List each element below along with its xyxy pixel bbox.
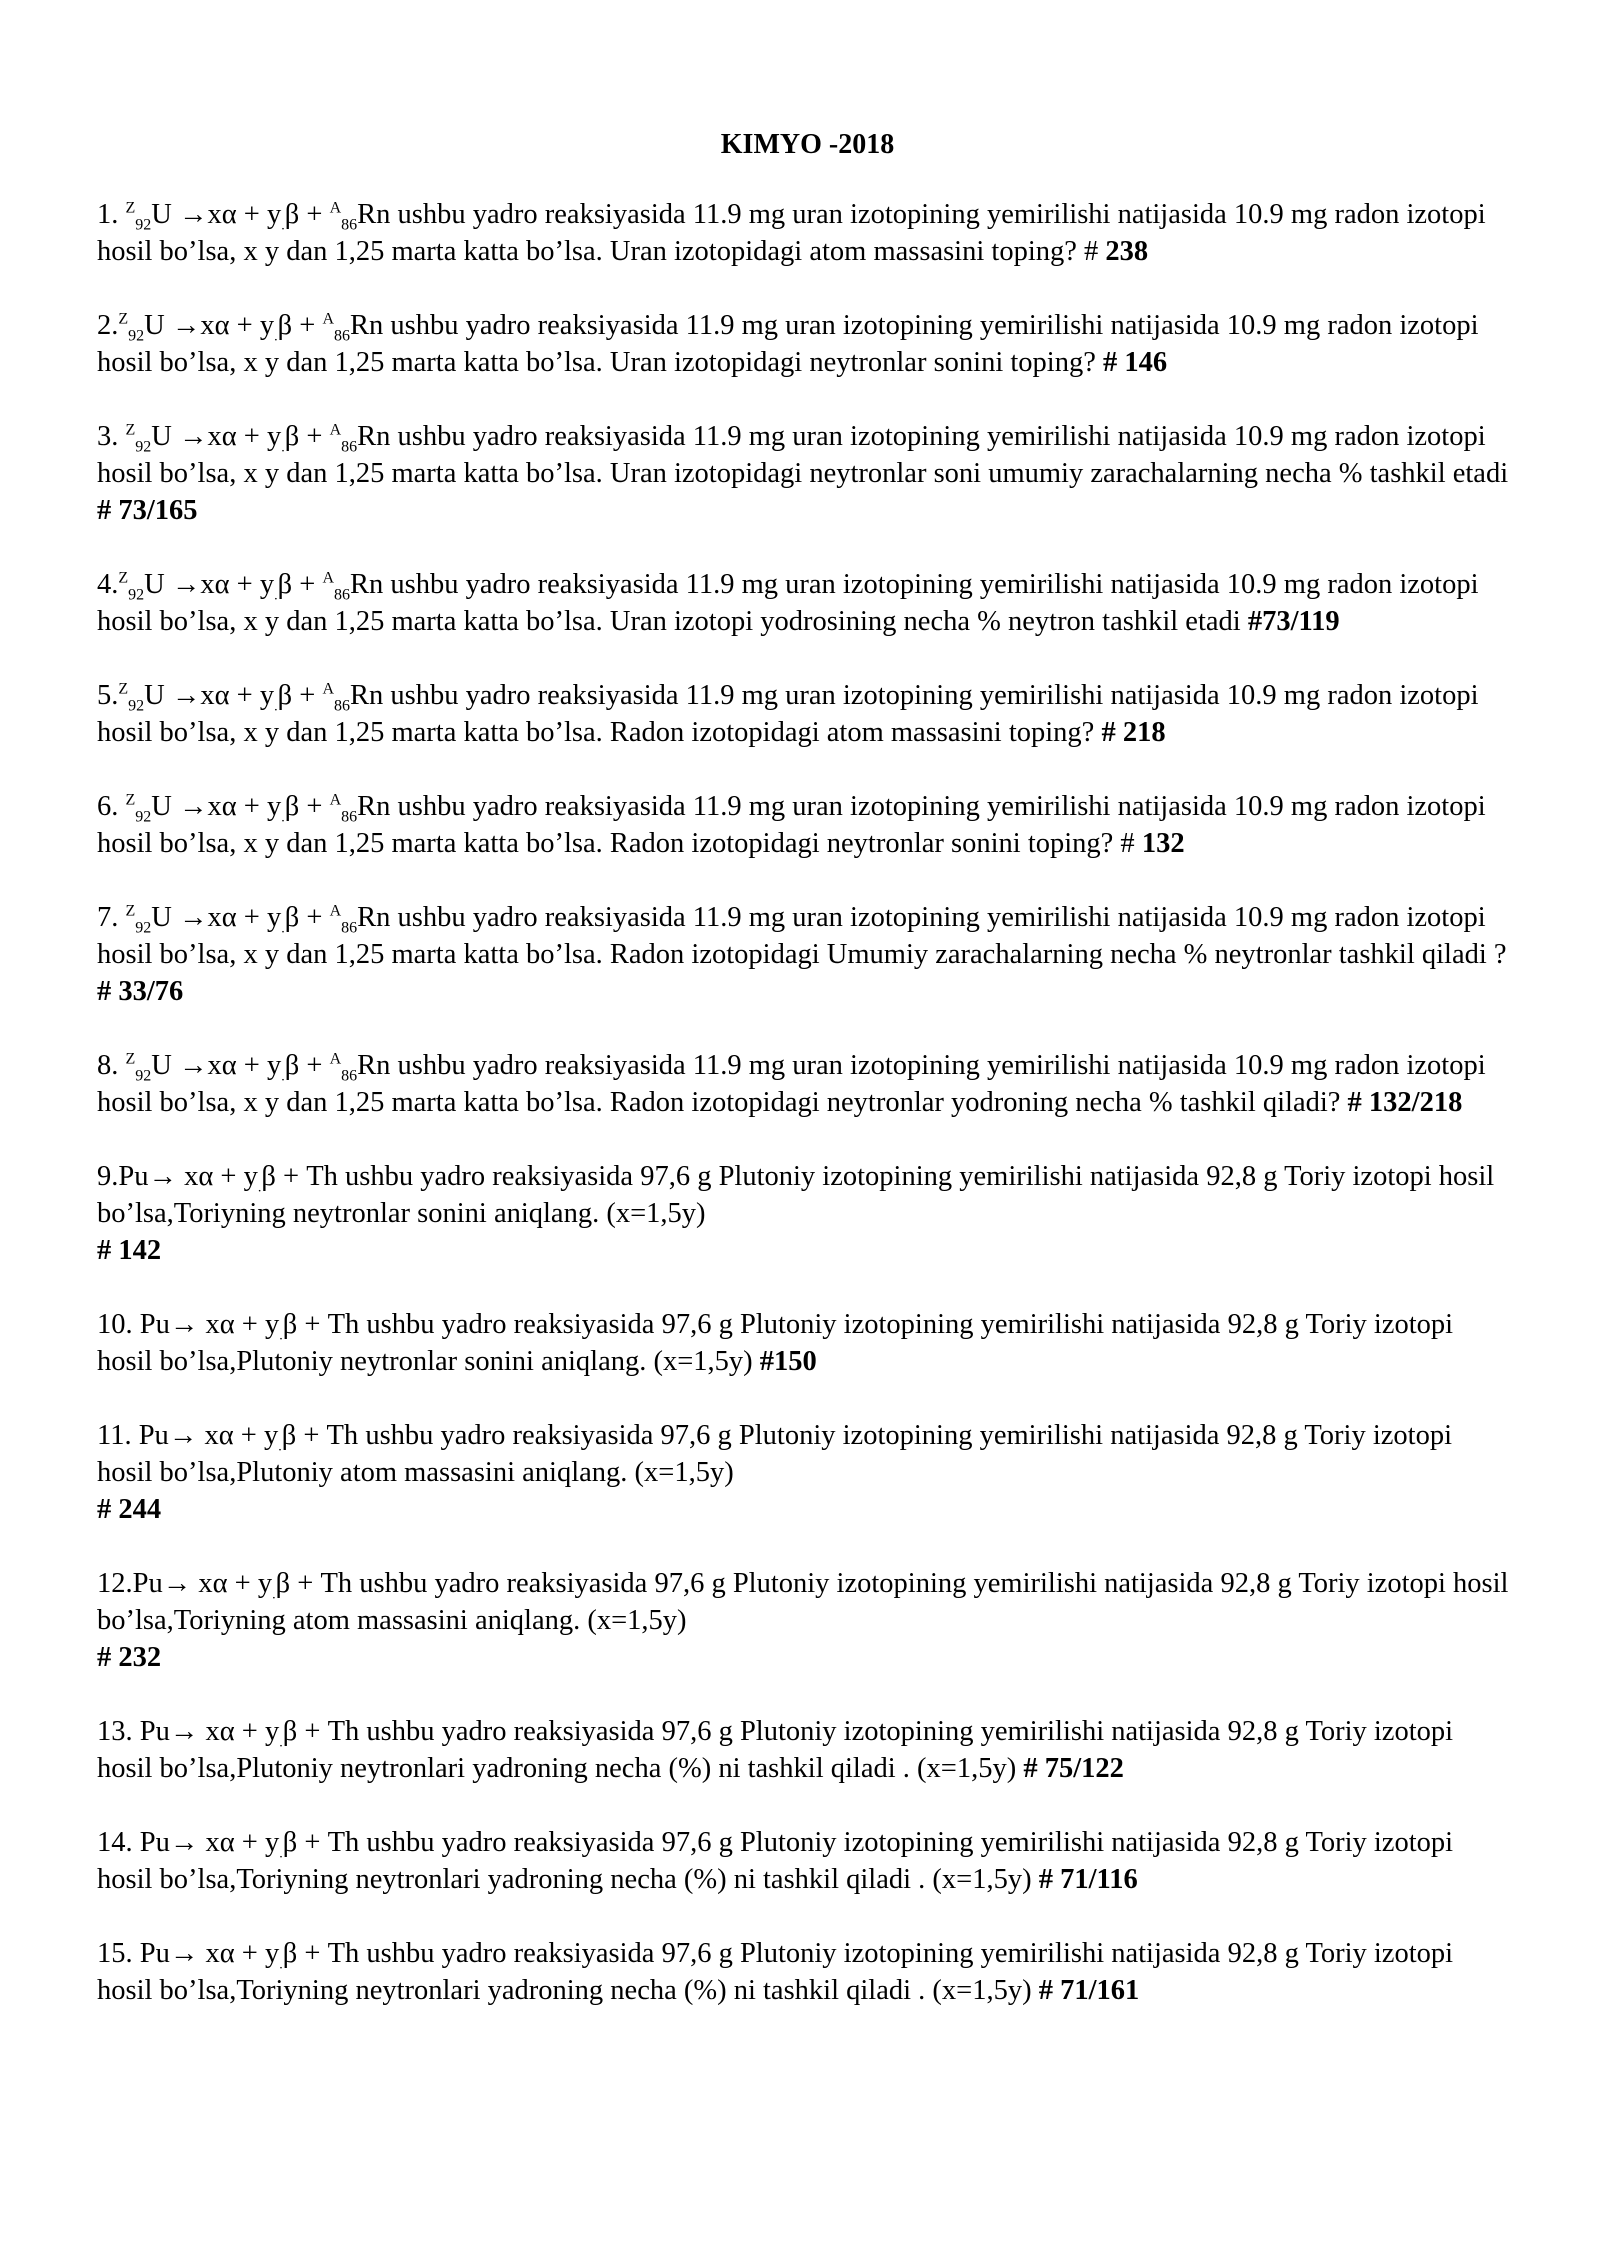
answer: # 142 <box>97 1235 162 1266</box>
atomic-number: 92 <box>128 697 145 715</box>
answer: #73/119 <box>1240 606 1340 637</box>
subscript-dot: . <box>279 1957 283 1973</box>
mass-number-symbol: Z <box>125 791 136 809</box>
reaction-beta: β + Th <box>282 1309 360 1340</box>
question-item <box>97 677 1510 751</box>
element-symbol: Rn <box>350 680 391 711</box>
mass-number-symbol: A <box>322 569 335 587</box>
reaction-arrow: → <box>179 199 208 230</box>
question-item <box>97 1158 1510 1269</box>
question-number: 8. <box>97 1050 126 1081</box>
element-symbol: Pu <box>139 1309 170 1340</box>
subscript-dot: . <box>279 1846 283 1862</box>
question-text: ushbu yadro reaksiyasida 11.9 mg uran izotopining yemirilishi natijasida 10.9 mg radon izotopi hosil bo’lsa, x y dan 1,25 marta katta bo’lsa. Uran izotopi yodrosining necha % neytron tashkil etadi <box>97 569 1479 637</box>
element-symbol: Rn <box>350 569 391 600</box>
question-text: ushbu yadro reaksiyasida 97,6 g Plutoniy izotopining yemirilishi natijasida 92,8 g Toriy izotopi hosil bo’lsa,Toriyning neytronlar sonini aniqlang. (x=1,5y) <box>97 1161 1495 1229</box>
atomic-number: 86 <box>334 697 351 715</box>
question-item <box>97 1417 1510 1528</box>
question-item <box>97 418 1510 529</box>
question-item <box>97 1935 1510 2009</box>
question-number: 11. <box>97 1420 139 1451</box>
page-title: KIMYO -2018 <box>720 129 895 160</box>
element-symbol: Rn <box>357 1050 398 1081</box>
reaction-beta: β + <box>277 680 323 711</box>
question-text: ushbu yadro reaksiyasida 97,6 g Plutoniy izotopining yemirilishi natijasida 92,8 g Toriy izotopi hosil bo’lsa,Toriyning neytronlari yadroning necha (%) ni tashkil qiladi . (x=1,5y) <box>97 1827 1454 1895</box>
reaction-arrow: → <box>179 421 208 452</box>
element-symbol: U <box>151 791 179 822</box>
reaction-beta: β + Th <box>281 1420 359 1451</box>
atomic-number: 92 <box>135 1067 152 1085</box>
mass-number-symbol: Z <box>125 199 136 217</box>
question-item <box>97 566 1510 640</box>
question-item <box>97 899 1510 1010</box>
question-number: 13. <box>97 1716 140 1747</box>
mass-number-symbol: A <box>322 680 335 698</box>
question-number: 7. <box>97 902 126 933</box>
answer: # 146 <box>1095 347 1168 378</box>
element-symbol: Rn <box>357 902 398 933</box>
reaction-beta: β + <box>284 791 330 822</box>
element-symbol: Pu <box>139 1827 170 1858</box>
mass-number-symbol: Z <box>118 310 129 328</box>
atomic-number: 92 <box>128 327 145 345</box>
reaction-arrow: → <box>162 1568 192 1599</box>
element-symbol: U <box>144 680 172 711</box>
element-symbol: U <box>151 199 179 230</box>
atomic-number: 92 <box>135 919 152 937</box>
question-item <box>97 1047 1510 1121</box>
reaction-arrow: → <box>171 310 201 341</box>
question-text: ushbu yadro reaksiyasida 97,6 g Plutoniy izotopining yemirilishi natijasida 92,8 g Toriy izotopi hosil bo’lsa,Toriyning atom massasini aniqlang. (x=1,5y) <box>97 1568 1509 1636</box>
question-text: ushbu yadro reaksiyasida 11.9 mg uran izotopining yemirilishi natijasida 10.9 mg radon izotopi hosil bo’lsa, x y dan 1,25 marta katta bo’lsa. Radon izotopidagi atom massasini toping? <box>97 680 1479 748</box>
reaction-particles: xα + y <box>207 1050 282 1081</box>
question-number: 12. <box>97 1568 133 1599</box>
subscript-dot: . <box>274 699 278 715</box>
atomic-number: 86 <box>334 586 351 604</box>
atomic-number: 92 <box>135 438 152 456</box>
mass-number-symbol: A <box>329 791 342 809</box>
question-item <box>97 307 1510 381</box>
reaction-particles: xα + y <box>198 1309 280 1340</box>
mass-number-symbol: A <box>329 902 342 920</box>
reaction-particles: xα + y <box>207 902 282 933</box>
reaction-beta: β + <box>284 199 330 230</box>
reaction-arrow: → <box>179 1050 208 1081</box>
element-symbol: Pu <box>118 1161 149 1192</box>
reaction-arrow: → <box>168 1420 198 1451</box>
atomic-number: 92 <box>135 216 152 234</box>
subscript-dot: . <box>281 921 285 937</box>
question-text: ushbu yadro reaksiyasida 97,6 g Plutoniy izotopining yemirilishi natijasida 92,8 g Toriy izotopi hosil bo’lsa,Plutoniy neytronlari yadroning necha (%) ni tashkil qiladi . (x=1,5y) <box>97 1716 1454 1784</box>
answer: # 244 <box>97 1494 162 1525</box>
reaction-beta: β + <box>277 569 323 600</box>
mass-number-symbol: A <box>329 1050 342 1068</box>
mass-number-symbol: A <box>322 310 335 328</box>
reaction-beta: β + Th <box>275 1568 353 1599</box>
subscript-dot: . <box>257 1180 262 1196</box>
atomic-number: 86 <box>341 438 358 456</box>
answer: # 132/218 <box>1340 1087 1463 1118</box>
reaction-arrow: → <box>169 1827 199 1858</box>
question-item <box>97 1824 1510 1898</box>
atomic-number: 86 <box>341 216 358 234</box>
answer: # 232 <box>97 1642 162 1673</box>
question-text: ushbu yadro reaksiyasida 11.9 mg uran izotopining yemirilishi natijasida 10.9 mg radon izotopi hosil bo’lsa, x y dan 1,25 marta katta bo’lsa. Uran izotopidagi atom massasini toping? # <box>97 199 1486 267</box>
reaction-particles: xα + y <box>191 1568 273 1599</box>
question-number: 9. <box>97 1161 119 1192</box>
reaction-particles: xα + y <box>207 199 282 230</box>
answer: # 73/165 <box>97 495 198 526</box>
subscript-dot: . <box>274 588 278 604</box>
atomic-number: 86 <box>341 1067 358 1085</box>
reaction-arrow: → <box>179 902 208 933</box>
element-symbol: U <box>144 310 172 341</box>
subscript-dot: . <box>274 329 278 345</box>
reaction-arrow: → <box>179 791 208 822</box>
element-symbol: Rn <box>357 199 398 230</box>
question-number: 5. <box>97 680 119 711</box>
reaction-particles: xα + y <box>207 791 282 822</box>
subscript-dot: . <box>272 1587 276 1603</box>
question-item <box>97 196 1510 270</box>
question-text: ushbu yadro reaksiyasida 11.9 mg uran izotopining yemirilishi natijasida 10.9 mg radon izotopi hosil bo’lsa, x y dan 1,25 marta katta bo’lsa. Radon izotopidagi neytronlar yodroning necha % tashkil qiladi? <box>97 1050 1486 1118</box>
element-symbol: U <box>151 1050 179 1081</box>
element-symbol: Pu <box>139 1716 170 1747</box>
element-symbol: U <box>144 569 172 600</box>
reaction-beta: β + Th <box>282 1938 360 1969</box>
reaction-arrow: → <box>171 680 201 711</box>
question-item <box>97 1306 1510 1380</box>
question-text: ushbu yadro reaksiyasida 11.9 mg uran izotopining yemirilishi natijasida 10.9 mg radon izotopi hosil bo’lsa, x y dan 1,25 marta katta bo’lsa. Uran izotopidagi neytronlar sonini toping? <box>97 310 1479 378</box>
subscript-dot: . <box>281 440 285 456</box>
reaction-beta: β + Th <box>282 1716 360 1747</box>
element-symbol: Pu <box>132 1568 163 1599</box>
atomic-number: 86 <box>341 919 358 937</box>
mass-number-symbol: Z <box>125 902 136 920</box>
subscript-dot: . <box>281 218 285 234</box>
element-symbol: U <box>151 902 179 933</box>
reaction-arrow: → <box>171 569 201 600</box>
question-item <box>97 1565 1510 1676</box>
question-number: 6. <box>97 791 126 822</box>
reaction-particles: xα + y <box>207 421 282 452</box>
reaction-beta: β + Th <box>282 1827 360 1858</box>
question-text: ushbu yadro reaksiyasida 11.9 mg uran izotopining yemirilishi natijasida 10.9 mg radon izotopi hosil bo’lsa, x y dan 1,25 marta katta bo’lsa. Uran izotopidagi neytronlar soni umumiy zarachalarning necha % tashkil etadi <box>97 421 1509 489</box>
element-symbol: Pu <box>138 1420 169 1451</box>
mass-number-symbol: A <box>329 199 342 217</box>
question-text: ushbu yadro reaksiyasida 97,6 g Plutoniy izotopining yemirilishi natijasida 92,8 g Toriy izotopi hosil bo’lsa,Plutoniy neytronlar sonini aniqlang. (x=1,5y) <box>97 1309 1454 1377</box>
mass-number-symbol: Z <box>125 1050 136 1068</box>
subscript-dot: . <box>279 1328 283 1344</box>
question-text: ushbu yadro reaksiyasida 11.9 mg uran izotopining yemirilishi natijasida 10.9 mg radon izotopi hosil bo’lsa, x y dan 1,25 marta katta bo’lsa. Radon izotopidagi neytronlar sonini toping? # <box>97 791 1486 859</box>
atomic-number: 86 <box>341 808 358 826</box>
question-text: ushbu yadro reaksiyasida 97,6 g Plutoniy izotopining yemirilishi natijasida 92,8 g Toriy izotopi hosil bo’lsa,Plutoniy atom massasini aniqlang. (x=1,5y) <box>97 1420 1453 1488</box>
reaction-beta: β + <box>277 310 323 341</box>
question-list <box>97 196 1510 2009</box>
answer: # 71/116 <box>1038 1864 1138 1895</box>
atomic-number: 86 <box>334 327 351 345</box>
question-text: ushbu yadro reaksiyasida 97,6 g Plutoniy izotopining yemirilishi natijasida 92,8 g Toriy izotopi hosil bo’lsa,Toriyning neytronlari yadroning necha (%) ni tashkil qiladi . (x=1,5y) <box>97 1938 1454 2006</box>
subscript-dot: . <box>281 1069 285 1085</box>
reaction-beta: β + Th <box>261 1161 338 1192</box>
subscript-dot: . <box>281 810 285 826</box>
reaction-particles: xα + y <box>197 1420 279 1451</box>
question-number: 4. <box>97 569 119 600</box>
answer: # 75/122 <box>1023 1753 1124 1784</box>
element-symbol: Pu <box>139 1938 170 1969</box>
question-number: 15. <box>97 1938 140 1969</box>
question-item <box>97 788 1510 862</box>
question-number: 1. <box>97 199 126 230</box>
element-symbol: U <box>151 421 179 452</box>
atomic-number: 92 <box>128 586 145 604</box>
question-number: 2. <box>97 310 119 341</box>
mass-number-symbol: A <box>329 421 342 439</box>
subscript-dot: . <box>278 1439 282 1455</box>
answer: #150 <box>759 1346 817 1377</box>
answer: 238 <box>1098 236 1149 267</box>
reaction-arrow: → <box>169 1716 199 1747</box>
answer: # 33/76 <box>97 976 184 1007</box>
reaction-particles: xα + y <box>200 569 275 600</box>
reaction-particles: xα + y <box>200 680 275 711</box>
atomic-number: 92 <box>135 808 152 826</box>
reaction-particles: xα + y <box>200 310 275 341</box>
question-number: 10. <box>97 1309 140 1340</box>
reaction-arrow: → <box>169 1938 199 1969</box>
reaction-beta: β + <box>284 421 330 452</box>
answer: # 218 <box>1094 717 1166 748</box>
question-number: 3. <box>97 421 126 452</box>
answer: 132 <box>1134 828 1185 859</box>
reaction-arrow: → <box>169 1309 199 1340</box>
subscript-dot: . <box>279 1735 283 1751</box>
element-symbol: Rn <box>357 421 398 452</box>
reaction-beta: β + <box>284 1050 330 1081</box>
reaction-particles: xα + y <box>198 1938 280 1969</box>
element-symbol: Rn <box>357 791 398 822</box>
reaction-beta: β + <box>284 902 330 933</box>
mass-number-symbol: Z <box>118 569 129 587</box>
question-item <box>97 1713 1510 1787</box>
mass-number-symbol: Z <box>118 680 129 698</box>
reaction-particles: xα + y <box>176 1161 258 1192</box>
element-symbol: Rn <box>350 310 391 341</box>
reaction-particles: xα + y <box>198 1827 280 1858</box>
mass-number-symbol: Z <box>125 421 136 439</box>
reaction-arrow: → <box>148 1161 177 1192</box>
reaction-particles: xα + y <box>198 1716 280 1747</box>
question-text: ushbu yadro reaksiyasida 11.9 mg uran izotopining yemirilishi natijasida 10.9 mg radon izotopi hosil bo’lsa, x y dan 1,25 marta katta bo’lsa. Radon izotopidagi Umumiy zarachalarning necha % neytronlar tashkil qiladi ? <box>97 902 1507 970</box>
question-number: 14. <box>97 1827 140 1858</box>
answer: # 71/161 <box>1038 1975 1140 2006</box>
